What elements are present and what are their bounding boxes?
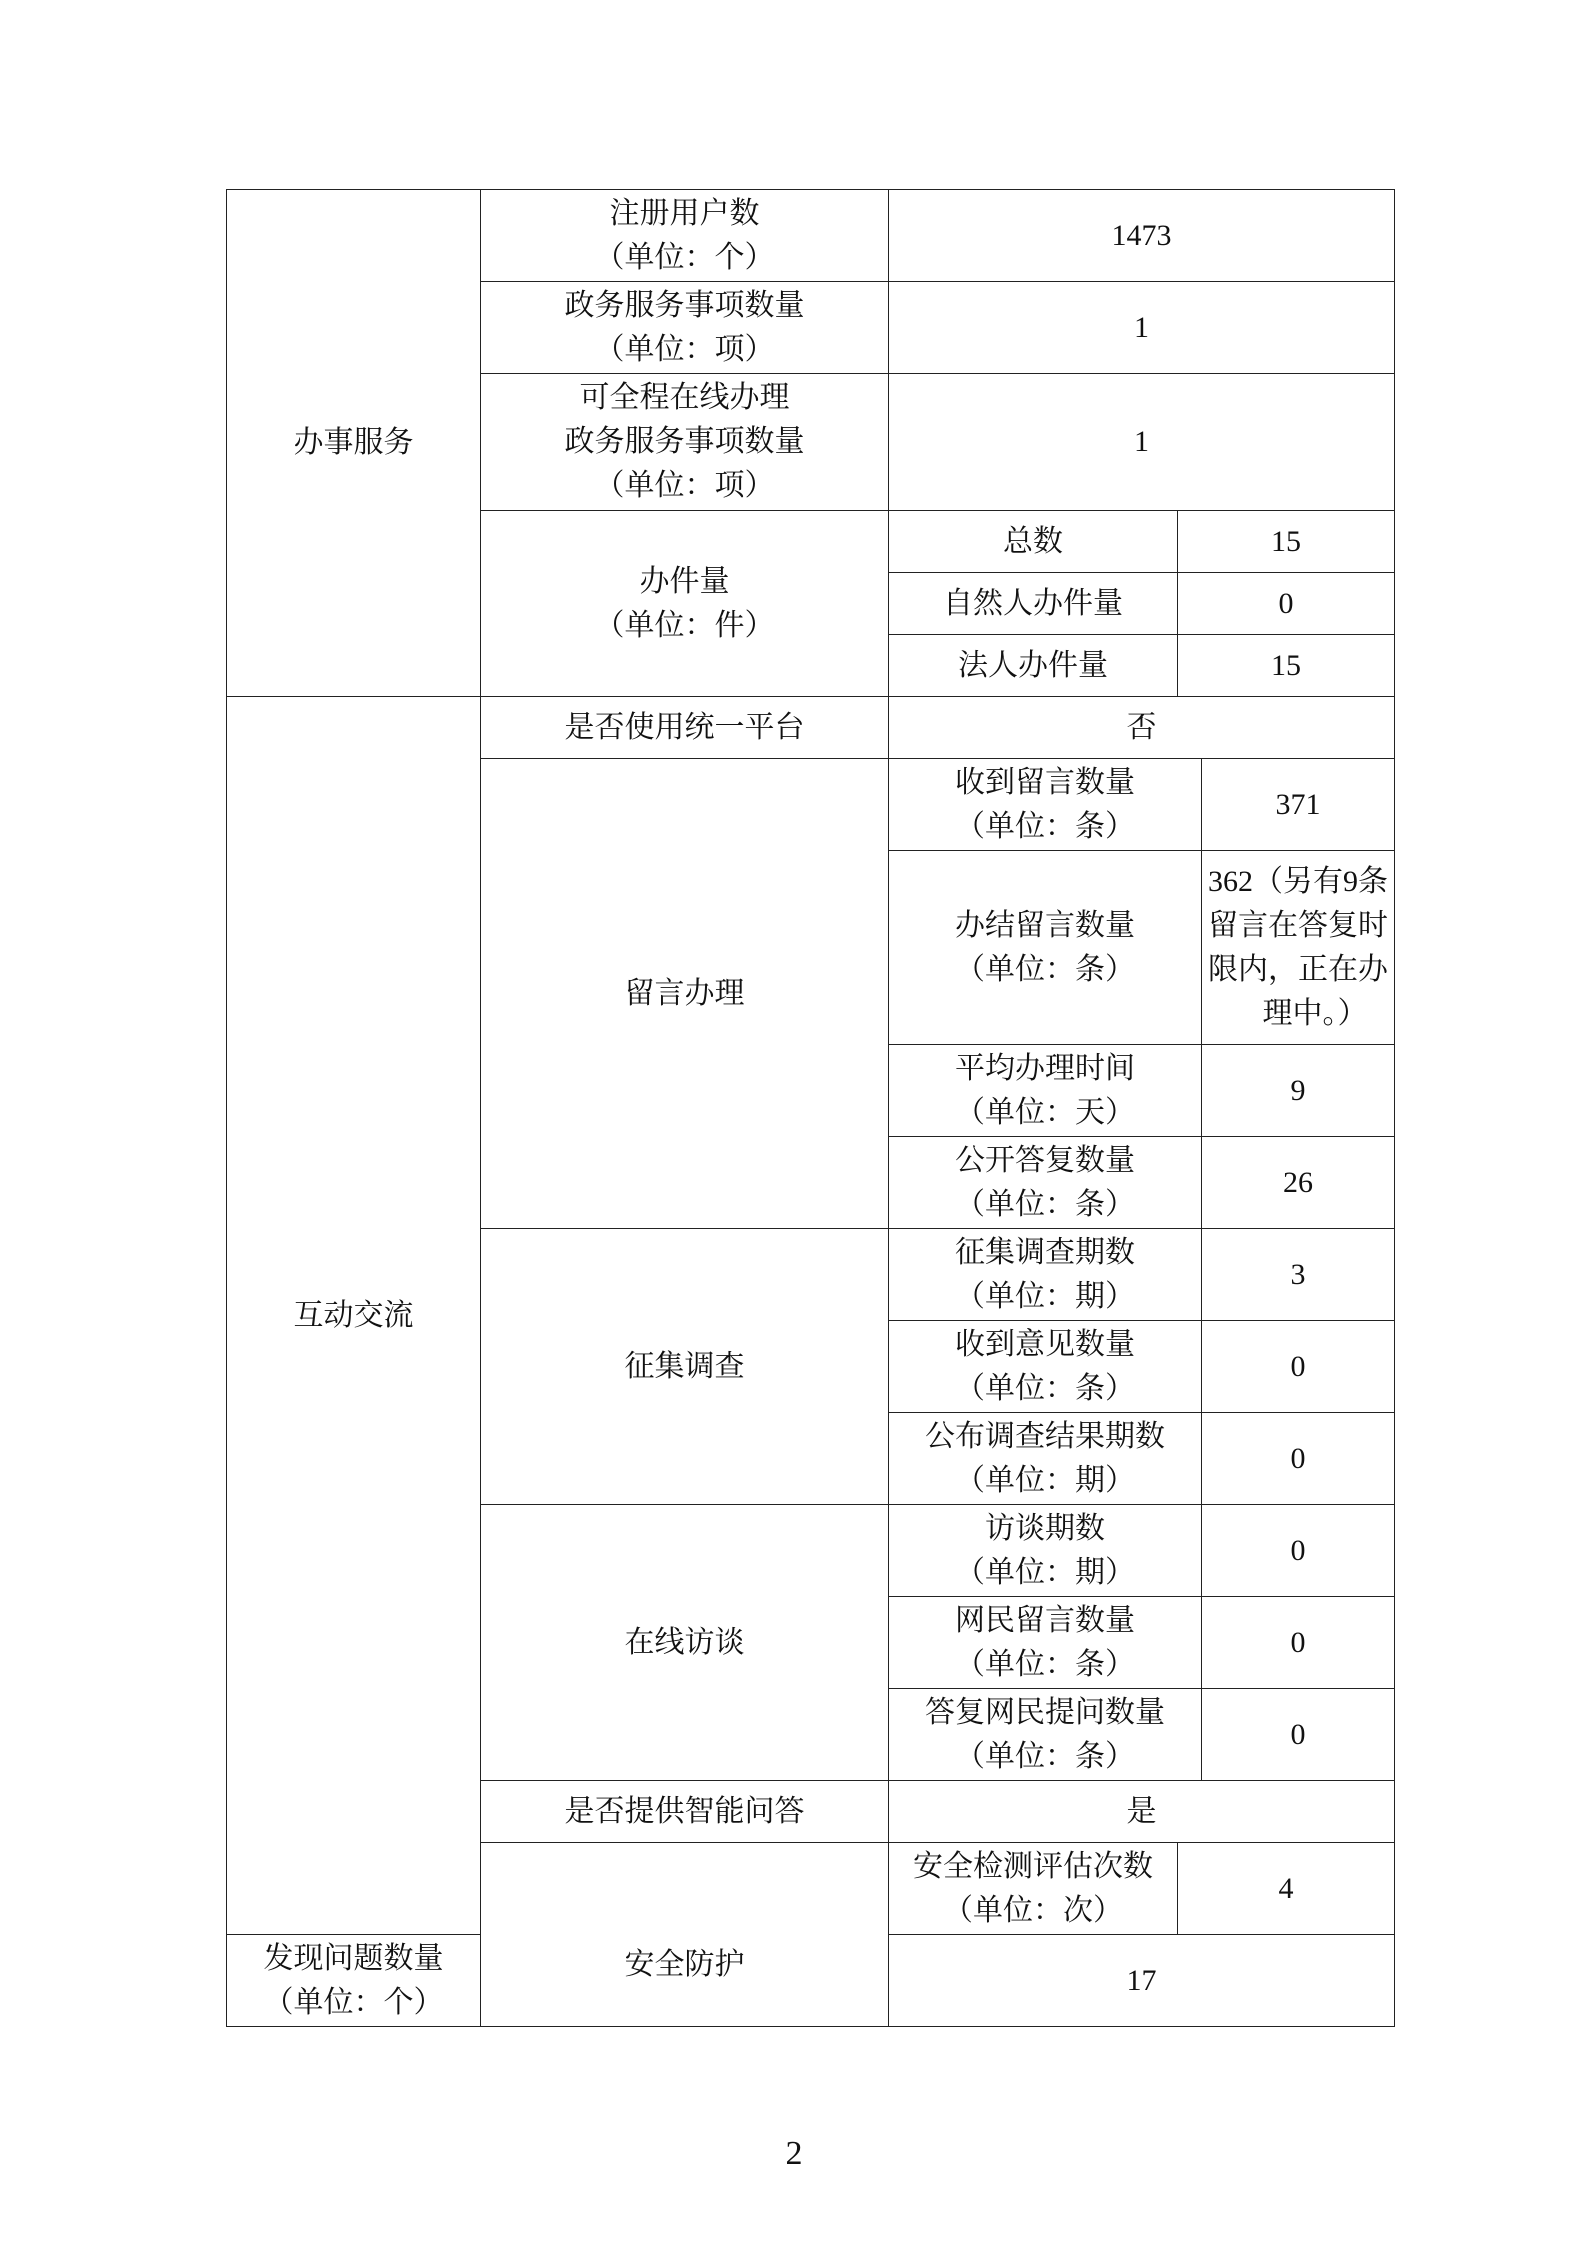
survey-periods-label: 征集调查期数 （单位：期）: [889, 1229, 1202, 1321]
security-checks-label: 安全检测评估次数 （单位：次）: [889, 1843, 1178, 1935]
registered-users-label: 注册用户数 （单位：个）: [481, 190, 889, 282]
survey-results-published-value: 0: [1202, 1413, 1395, 1505]
messages-completed-value: 362（另有9条 留言在答复时 限内，正在办 理中。）: [1202, 851, 1395, 1045]
unified-platform-label: 是否使用统一平台: [481, 697, 889, 759]
cases-natural-person-label: 自然人办件量: [889, 573, 1178, 635]
survey-periods-value: 3: [1202, 1229, 1395, 1321]
average-handling-time-label: 平均办理时间 （单位：天）: [889, 1045, 1202, 1137]
online-items-value: 1: [889, 374, 1395, 511]
smart-qa-value: 是: [889, 1781, 1395, 1843]
cases-natural-person-value: 0: [1178, 573, 1395, 635]
service-items-label: 政务服务事项数量 （单位：项）: [481, 282, 889, 374]
smart-qa-label: 是否提供智能问答: [481, 1781, 889, 1843]
netizen-messages-value: 0: [1202, 1597, 1395, 1689]
online-items-label: 可全程在线办理 政务服务事项数量 （单位：项）: [481, 374, 889, 511]
messages-received-label: 收到留言数量 （单位：条）: [889, 759, 1202, 851]
cases-total-label: 总数: [889, 511, 1178, 573]
issues-found-label: 发现问题数量 （单位：个）: [227, 1935, 481, 2027]
public-replies-label: 公开答复数量 （单位：条）: [889, 1137, 1202, 1229]
opinions-received-label: 收到意见数量 （单位：条）: [889, 1321, 1202, 1413]
survey-label: 征集调查: [481, 1229, 889, 1505]
unified-platform-value: 否: [889, 697, 1395, 759]
security-checks-value: 4: [1178, 1843, 1395, 1935]
table-row: [227, 190, 1395, 282]
interview-label: 在线访谈: [481, 1505, 889, 1781]
messages-received-value: 371: [1202, 759, 1395, 851]
table-row: [227, 697, 1395, 759]
page-number: 2: [785, 2135, 803, 2172]
section-label-service: 办事服务: [227, 190, 481, 697]
service-items-value: 1: [889, 282, 1395, 374]
cases-label: 办件量 （单位：件）: [481, 511, 889, 697]
netizen-questions-answered-value: 0: [1202, 1689, 1395, 1781]
opinions-received-value: 0: [1202, 1321, 1395, 1413]
section-label-interaction: 互动交流: [227, 697, 481, 1935]
cases-legal-person-label: 法人办件量: [889, 635, 1178, 697]
statistics-table: [226, 189, 1395, 2027]
cases-legal-person-value: 15: [1178, 635, 1395, 697]
netizen-messages-label: 网民留言数量 （单位：条）: [889, 1597, 1202, 1689]
interview-periods-label: 访谈期数 （单位：期）: [889, 1505, 1202, 1597]
interview-periods-value: 0: [1202, 1505, 1395, 1597]
messages-label: 留言办理: [481, 759, 889, 1229]
survey-results-published-label: 公布调查结果期数 （单位：期）: [889, 1413, 1202, 1505]
issues-found-value: 17: [889, 1935, 1395, 2027]
messages-completed-label: 办结留言数量 （单位：条）: [889, 851, 1202, 1045]
public-replies-value: 26: [1202, 1137, 1395, 1229]
registered-users-value: 1473: [889, 190, 1395, 282]
section-label-security: 安全防护: [481, 1843, 889, 2027]
cases-total-value: 15: [1178, 511, 1395, 573]
average-handling-time-value: 9: [1202, 1045, 1395, 1137]
netizen-questions-answered-label: 答复网民提问数量 （单位：条）: [889, 1689, 1202, 1781]
